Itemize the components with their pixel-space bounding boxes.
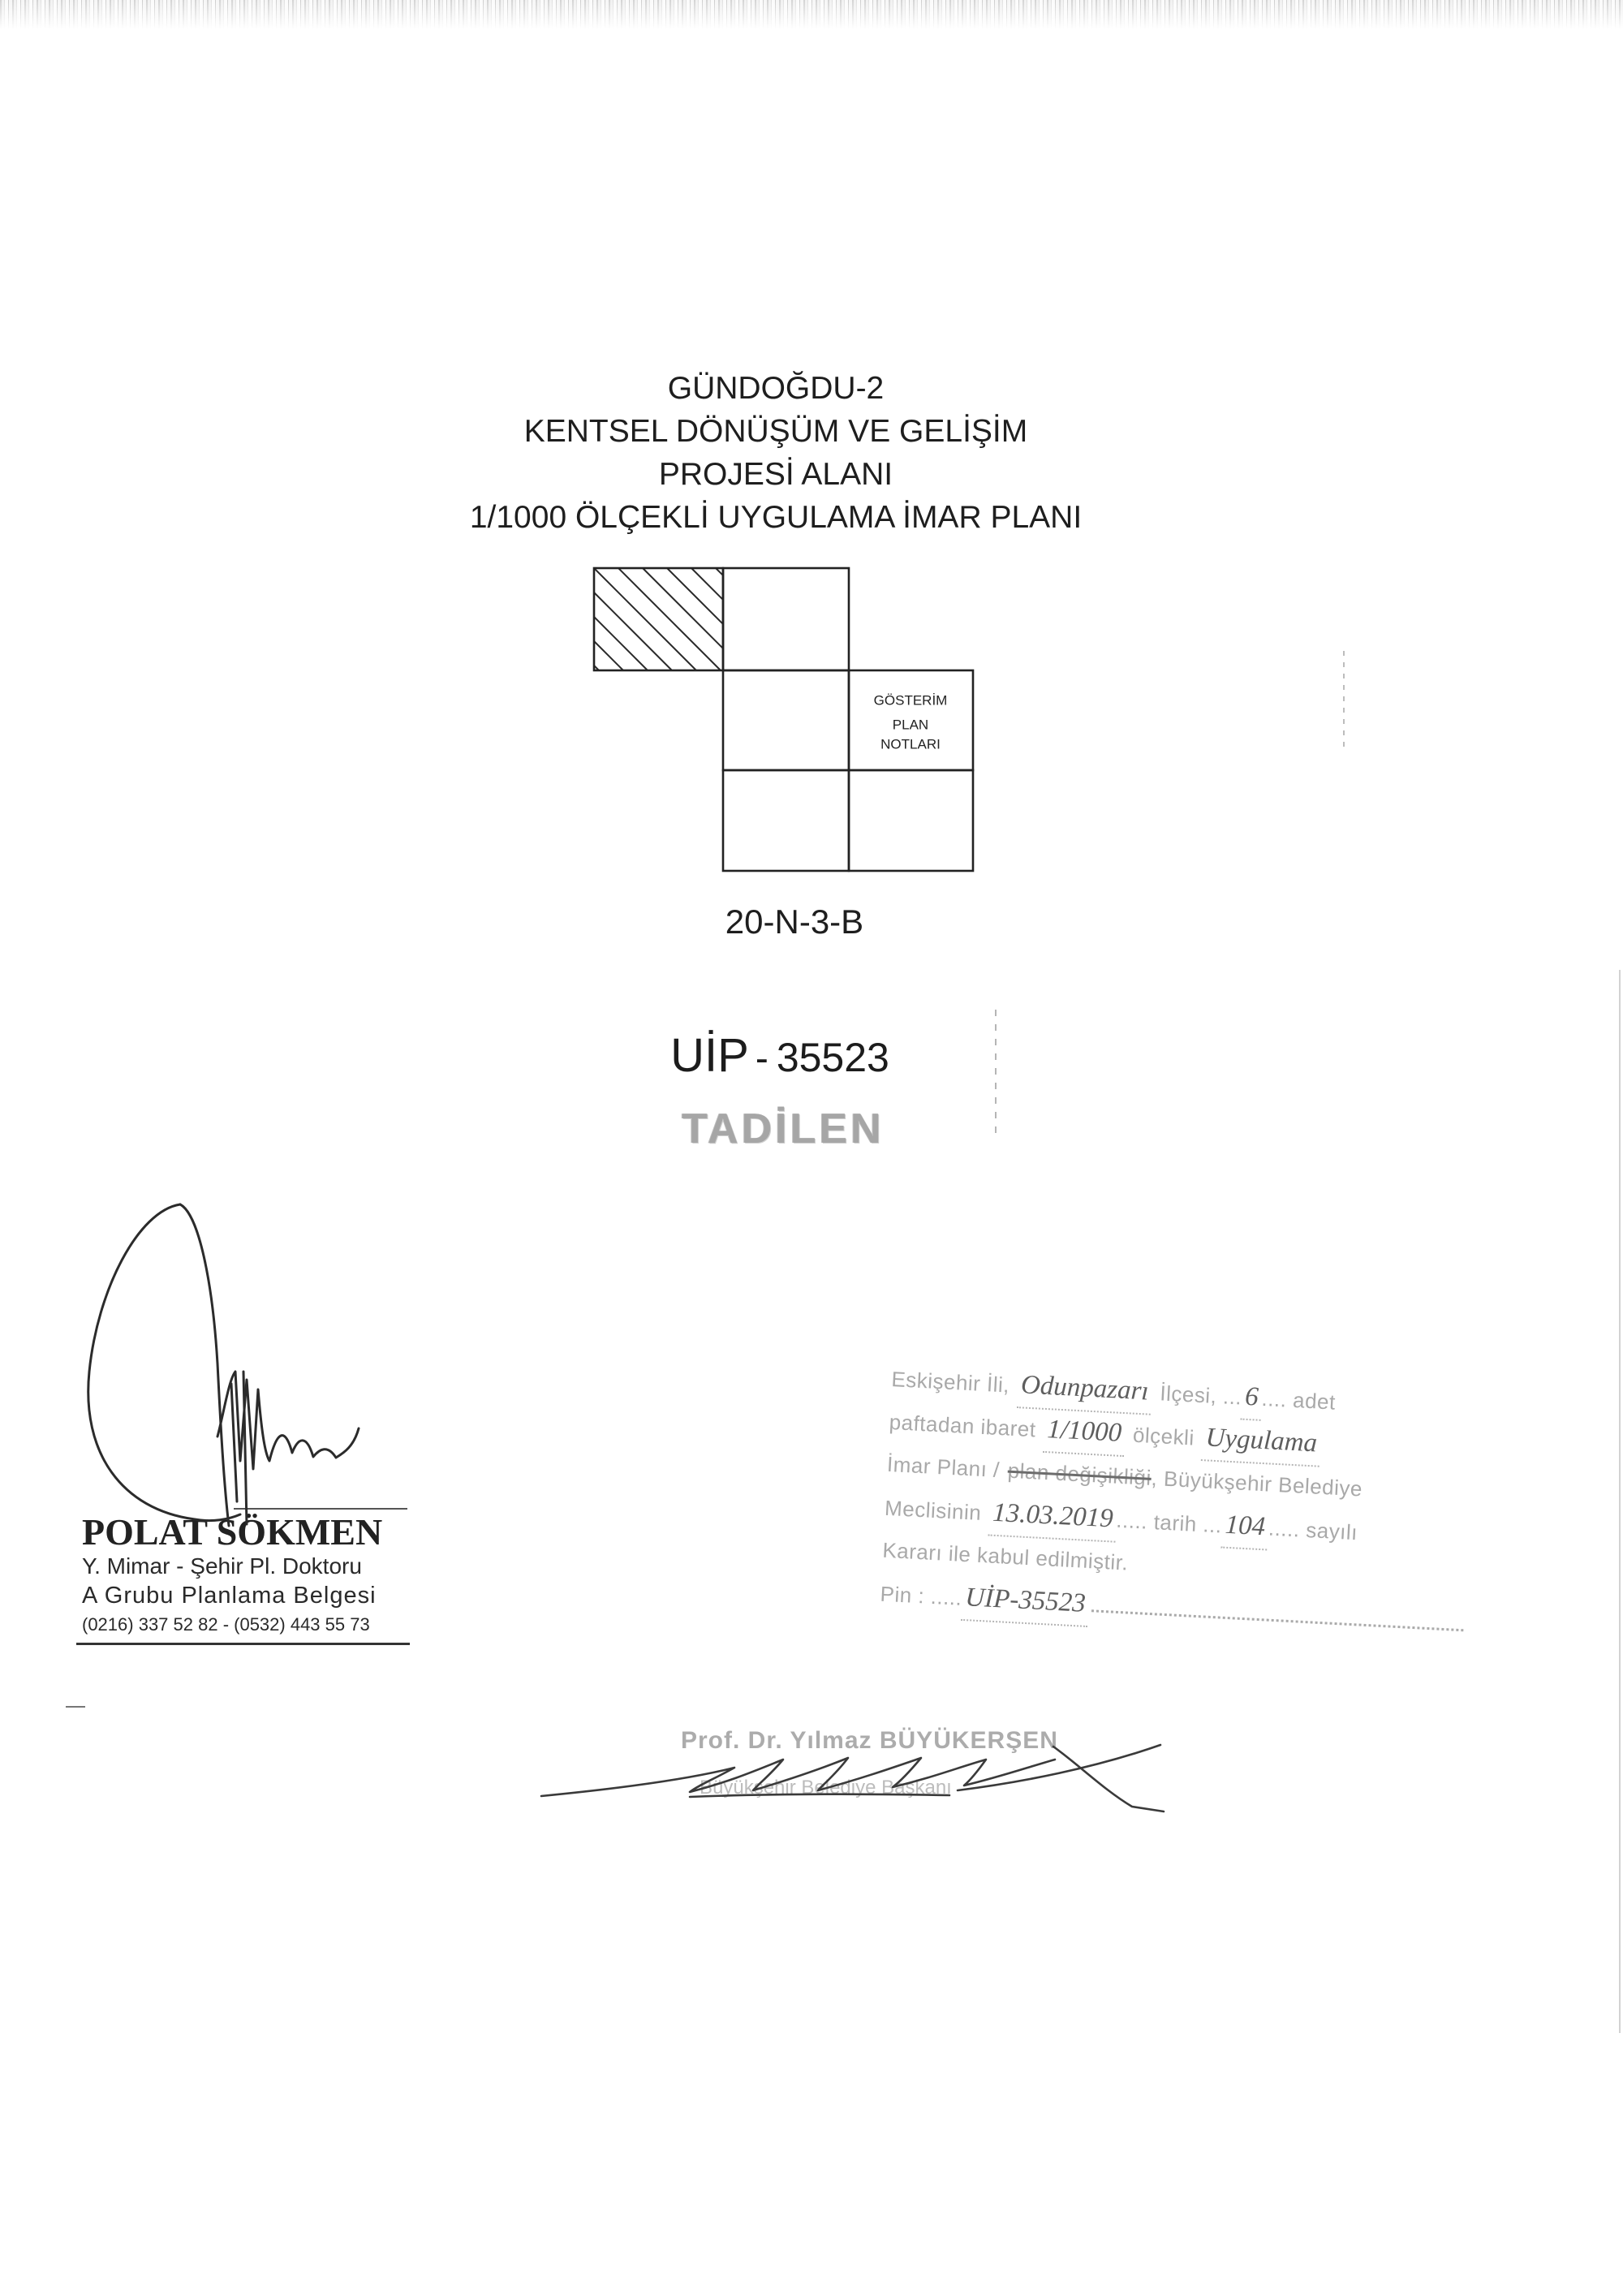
plan-number-separator: - bbox=[755, 1037, 768, 1080]
decision-number-handwritten: 104 bbox=[1220, 1504, 1269, 1551]
approval-closing: Kararı ile kabul edilmiştir. bbox=[881, 1537, 1129, 1575]
sheet-cell-bottom-right bbox=[849, 770, 973, 871]
plan-number-value: 35523 bbox=[776, 1035, 889, 1080]
title-line-2: KENTSEL DÖNÜŞÜM VE GELİŞİM bbox=[523, 414, 1028, 449]
struck-plan-change: plan değişikliği bbox=[1007, 1458, 1152, 1490]
planner-signature bbox=[88, 1204, 359, 1526]
sheet-cell-bottom-middle bbox=[723, 770, 849, 871]
scale-label: ölçekli bbox=[1132, 1422, 1195, 1450]
scan-mark bbox=[1343, 651, 1345, 749]
decision-date-handwritten: 13.03.2019 bbox=[988, 1492, 1117, 1543]
signatory-position: Büyükşehir Belediye Başkanı bbox=[700, 1777, 952, 1798]
status-stamp: TADİLEN bbox=[682, 1105, 885, 1152]
pin-handwritten: UİP-35523 bbox=[961, 1576, 1090, 1627]
legend-label-3: NOTLARI bbox=[880, 736, 941, 752]
district-handwritten: Odunpazarı bbox=[1017, 1363, 1153, 1415]
scale-handwritten: 1/1000 bbox=[1043, 1408, 1126, 1457]
title-line-4: 1/1000 ÖLÇEKLİ UYGULAMA İMAR PLANI bbox=[469, 500, 1083, 535]
sheet-count-suffix: .... adet bbox=[1260, 1385, 1337, 1415]
title-line-1: GÜNDOĞDU-2 bbox=[667, 371, 885, 406]
plan-title bbox=[289, 367, 1263, 539]
sheet-cell-center bbox=[723, 670, 849, 770]
legend-label-1: GÖSTERİM bbox=[873, 692, 948, 709]
pin-label: Pin : ..... bbox=[879, 1581, 963, 1610]
planner-title: Y. Mimar - Şehir Pl. Doktoru bbox=[82, 1553, 362, 1579]
council-word: Meclisinin bbox=[884, 1495, 983, 1525]
decision-suffix: ..... sayılı bbox=[1268, 1515, 1358, 1545]
planner-license: A Grubu Planlama Belgesi bbox=[82, 1583, 377, 1609]
province-label: Eskişehir İli, bbox=[890, 1366, 1010, 1398]
sheet-cell-top-middle bbox=[723, 568, 849, 670]
council-label: , Büyükşehir Belediye bbox=[1150, 1465, 1363, 1501]
district-label: İlçesi, ... bbox=[1159, 1381, 1243, 1410]
sheet-count-handwritten: 6 bbox=[1241, 1376, 1263, 1421]
scan-edge-line bbox=[1619, 970, 1621, 2033]
signatory-name: Prof. Dr. Yılmaz BÜYÜKERŞEN bbox=[681, 1727, 1058, 1754]
hatched-sheet-cell bbox=[594, 568, 723, 670]
dotted-fill bbox=[1091, 1598, 1464, 1631]
scan-dash bbox=[66, 1706, 85, 1708]
plan-label: İmar Planı / bbox=[886, 1451, 1001, 1483]
sheets-label: paftadan ibaret bbox=[889, 1409, 1037, 1442]
plan-type-handwritten: Uygulama bbox=[1201, 1416, 1321, 1467]
planner-name: POLAT SÖKMEN bbox=[82, 1511, 383, 1553]
planner-stamp-top-rule bbox=[234, 1508, 407, 1510]
planner-stamp-bottom-rule bbox=[76, 1643, 410, 1645]
date-suffix: ..... tarih ... bbox=[1115, 1507, 1223, 1538]
sheet-code: 20-N-3-B bbox=[725, 902, 864, 941]
title-line-3: PROJESİ ALANI bbox=[658, 457, 893, 492]
plan-number-prefix: UİP bbox=[670, 1029, 749, 1082]
scan-edge-noise bbox=[0, 0, 1623, 29]
approval-stamp bbox=[879, 1357, 1476, 1645]
plan-number bbox=[585, 1029, 975, 1095]
scan-mark bbox=[995, 1010, 997, 1141]
legend-label-2: PLAN bbox=[892, 717, 929, 733]
sheet-index-map bbox=[592, 566, 975, 873]
planner-phones: (0216) 337 52 82 - (0532) 443 55 73 bbox=[82, 1614, 370, 1635]
